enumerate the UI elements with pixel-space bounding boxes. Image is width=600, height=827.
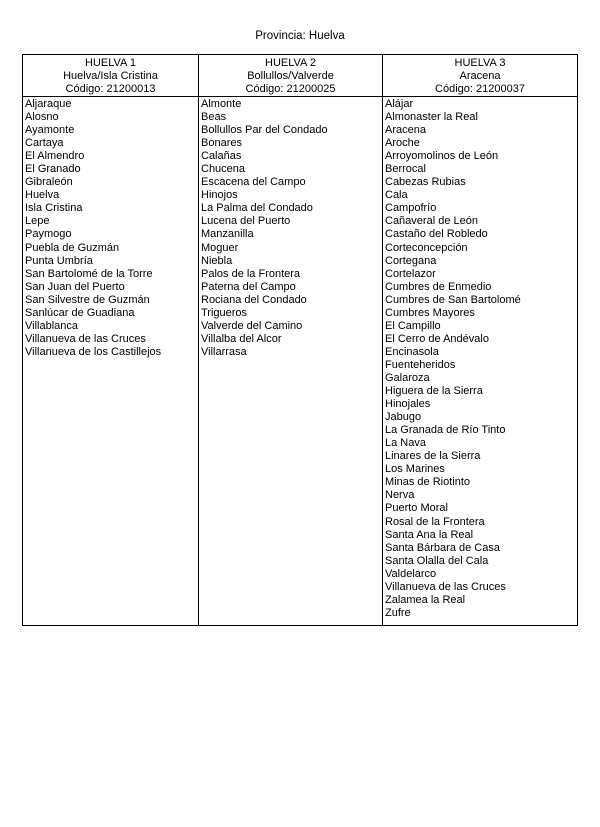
town-item: Villarrasa — [201, 345, 247, 358]
town-item: Santa Ana la Real — [385, 528, 474, 541]
town-item: Cortegana — [385, 254, 437, 267]
town-item: Aracena — [385, 124, 426, 137]
town-item: La Granada de Río Tinto — [385, 424, 506, 437]
town-item: Chucena — [201, 163, 246, 176]
district-code: Código: 21200037 — [435, 83, 525, 95]
town-item: Campofrío — [385, 202, 437, 215]
district-table — [22, 54, 578, 626]
town-item: Cala — [385, 189, 408, 202]
town-item: Villanueva de las Cruces — [385, 580, 506, 593]
town-item: Encinasola — [385, 345, 439, 358]
town-list-huelva-1 — [23, 97, 199, 625]
town-item: Arroyomolinos de León — [385, 150, 499, 163]
town-item: Cartaya — [25, 137, 64, 150]
town-item: Villanueva de las Cruces — [25, 332, 146, 345]
town-item: La Nava — [385, 437, 426, 450]
town-item: San Juan del Puerto — [25, 280, 125, 293]
town-item: Puebla de Guzmán — [25, 241, 120, 254]
district-subtitle: Aracena — [459, 70, 501, 82]
town-item: Isla Cristina — [25, 202, 83, 215]
town-item: Valdelarco — [385, 567, 437, 580]
town-list-huelva-3 — [383, 97, 577, 625]
town-item: Santa Bárbara de Casa — [385, 541, 500, 554]
town-item: Beas — [201, 111, 227, 124]
town-item: Valverde del Camino — [201, 319, 303, 332]
town-item: Zalamea la Real — [385, 593, 466, 606]
town-item: Bonares — [201, 137, 242, 150]
town-item: Linares de la Sierra — [385, 450, 481, 463]
town-item: Villanueva de los Castillejos — [25, 345, 162, 358]
town-item: Villablanca — [25, 319, 79, 332]
town-item: Galaroza — [385, 371, 430, 384]
town-item: Lepe — [25, 215, 50, 228]
town-item: San Bartolomé de la Torre — [25, 267, 153, 280]
town-item: El Granado — [25, 163, 81, 176]
town-item: Bollullos Par del Condado — [201, 124, 328, 137]
town-item: Palos de la Frontera — [201, 267, 301, 280]
town-item: Cumbres de Enmedio — [385, 280, 492, 293]
town-item: Hinojales — [385, 398, 431, 411]
town-item: La Palma del Condado — [201, 202, 313, 215]
town-item: Castaño del Robledo — [385, 228, 488, 241]
town-item: El Almendro — [25, 150, 85, 163]
town-item: Gibraleón — [25, 176, 73, 189]
page-title: Provincia: Huelva — [255, 30, 345, 42]
district-name: HUELVA 2 — [265, 57, 316, 69]
district-subtitle: Bollullos/Valverde — [247, 70, 334, 82]
town-item: Cortelazor — [385, 267, 436, 280]
town-item: Punta Umbría — [25, 254, 93, 267]
town-item: Jabugo — [385, 411, 422, 424]
town-item: Minas de Riotinto — [385, 476, 470, 489]
town-item: Alájar — [385, 98, 414, 110]
town-item: Zufre — [385, 606, 411, 619]
town-item: El Campillo — [385, 319, 441, 332]
town-item: Moguer — [201, 241, 239, 254]
town-item: Hinojos — [201, 189, 238, 202]
town-item: Trigueros — [201, 306, 248, 319]
town-item: Niebla — [201, 254, 233, 267]
town-item: Rosal de la Frontera — [385, 515, 485, 528]
town-item: Fuenteheridos — [385, 358, 456, 371]
town-item: Nerva — [385, 489, 415, 502]
town-item: Paymogo — [25, 228, 72, 241]
town-item: Paterna del Campo — [201, 280, 296, 293]
town-item: Cañaveral de León — [385, 215, 478, 228]
town-item: Corteconcepción — [385, 241, 468, 254]
town-item: Manzanilla — [201, 228, 254, 241]
column-header-huelva-1 — [23, 55, 199, 97]
town-item: Almonaster la Real — [385, 111, 478, 124]
district-name: HUELVA 1 — [85, 57, 136, 69]
district-code: Código: 21200013 — [65, 83, 156, 95]
town-item: Santa Olalla del Cala — [385, 554, 489, 567]
district-code: Código: 21200025 — [245, 83, 336, 95]
town-item: Escacena del Campo — [201, 176, 306, 189]
town-item: San Silvestre de Guzmán — [25, 293, 150, 306]
town-item: Almonte — [201, 98, 242, 110]
town-item: Ayamonte — [25, 124, 75, 137]
town-item: Cumbres de San Bartolomé — [385, 293, 521, 306]
town-item: Cumbres Mayores — [385, 306, 475, 319]
column-header-huelva-2 — [199, 55, 383, 97]
town-item: El Cerro de Andévalo — [385, 332, 489, 345]
town-item: Higuera de la Sierra — [385, 385, 483, 398]
town-item: Villalba del Alcor — [201, 332, 282, 345]
town-item: Cabezas Rubias — [385, 176, 466, 189]
town-item: Puerto Moral — [385, 502, 448, 515]
town-item: Calañas — [201, 150, 242, 163]
town-item: Alosno — [25, 111, 59, 124]
district-subtitle: Huelva/Isla Cristina — [63, 70, 158, 82]
town-item: Sanlúcar de Guadiana — [25, 306, 135, 319]
district-name: HUELVA 3 — [454, 57, 506, 69]
town-list-huelva-2 — [199, 97, 383, 625]
town-item: Los Marines — [385, 463, 445, 476]
town-item: Aroche — [385, 137, 420, 150]
town-item: Lucena del Puerto — [201, 215, 291, 228]
column-header-huelva-3 — [383, 55, 577, 97]
town-item: Rociana del Condado — [201, 293, 307, 306]
town-item: Aljaraque — [25, 98, 72, 110]
town-item: Huelva — [25, 189, 60, 202]
town-item: Berrocal — [385, 163, 426, 176]
